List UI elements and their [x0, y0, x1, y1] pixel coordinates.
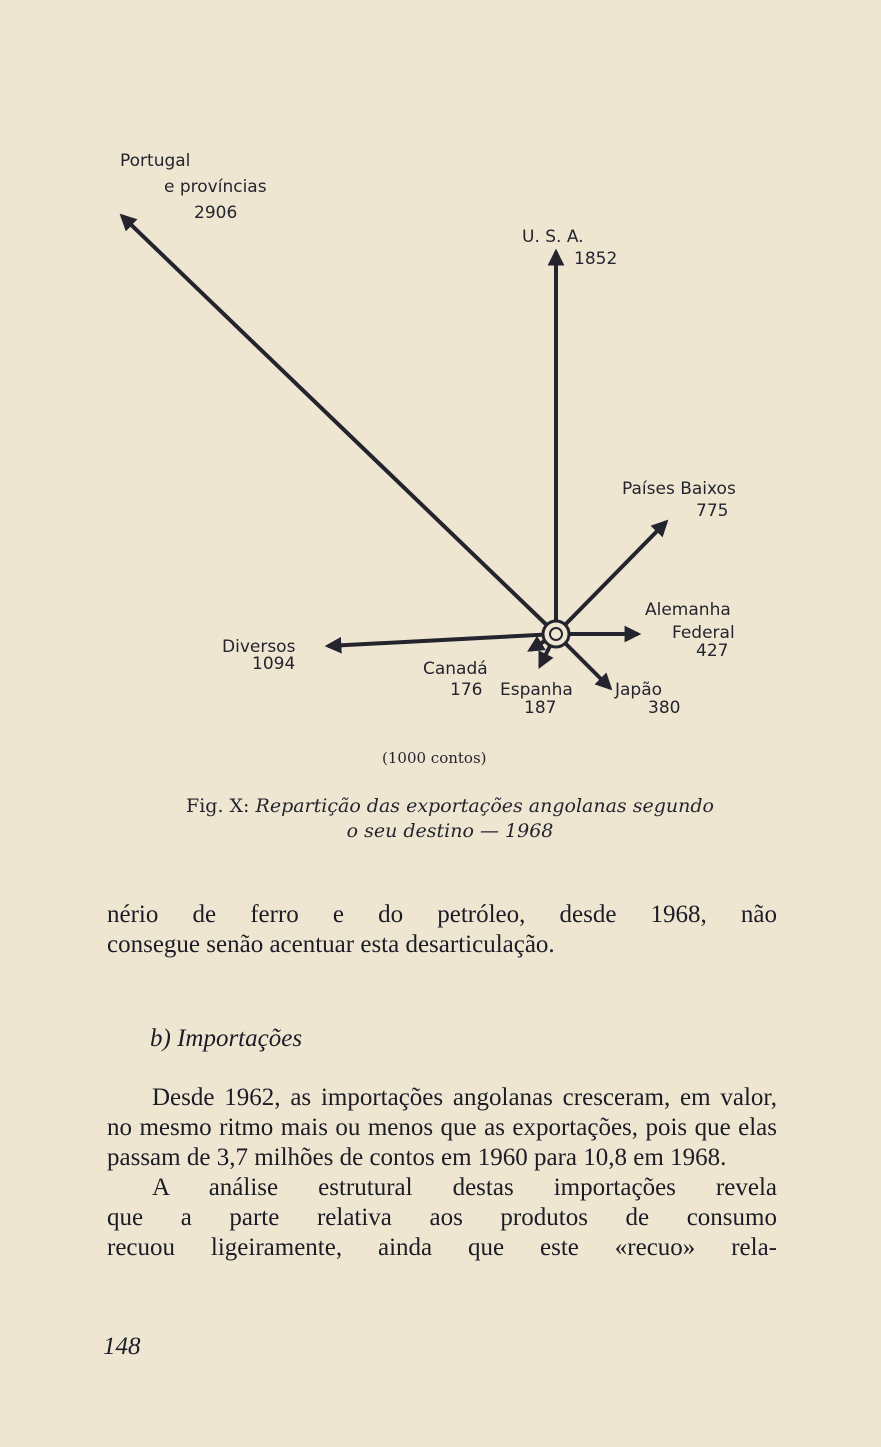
value-paises-baixos: 775	[696, 501, 729, 521]
caption-dash: —	[473, 820, 506, 842]
section-heading: b) Importações	[150, 1025, 303, 1052]
label-japao: Japão	[615, 680, 663, 700]
value-portugal: 2906	[194, 203, 238, 223]
label-portugal-1: Portugal	[120, 151, 191, 171]
label-diversos: Diversos	[222, 637, 296, 657]
unit-label: (1000 contos)	[382, 749, 487, 767]
origin-circle	[543, 621, 569, 647]
label-portugal-2: e províncias	[164, 177, 267, 197]
para1-line1: nério de ferro e do petróleo, desde 1968, não	[107, 901, 777, 928]
value-japao: 380	[648, 698, 681, 718]
caption-title-line1: Repartição das exportações angolanas segundo	[255, 795, 714, 817]
value-canada: 176	[450, 680, 483, 700]
figure-caption	[110, 795, 790, 817]
label-canada: Canadá	[423, 659, 488, 679]
para3-line3: recuou ligeiramente, ainda que este «recuo» rela-	[107, 1234, 777, 1261]
label-alemanha-2: Federal	[672, 623, 735, 643]
caption-title-line2: o seu destino	[346, 820, 474, 842]
value-alemanha: 427	[696, 641, 729, 661]
caption-prefix: Fig. X:	[186, 795, 250, 817]
label-paises-baixos: Países Baixos	[622, 479, 736, 499]
value-usa: 1852	[574, 249, 618, 269]
para2-text: Desde 1962, as importações angolanas cresceram, em valor, no mesmo ritmo mais ou menos que as exportações, pois que elas passam de 3,7 milhões de contos em 1960 para 10,8 em 1968.	[107, 1084, 777, 1171]
caption-year: 1968	[505, 820, 554, 842]
page-number: 148	[103, 1333, 141, 1360]
label-espanha: Espanha	[500, 680, 573, 700]
label-alemanha-1: Alemanha	[645, 600, 731, 620]
para3-line2: que a parte relativa aos produtos de consumo	[107, 1204, 777, 1231]
arrow-diversos	[328, 634, 556, 646]
label-usa: U. S. A.	[522, 227, 584, 247]
para1-line2: consegue senão acentuar esta desarticulação.	[107, 931, 555, 958]
para3-line1: A análise estrutural destas importações revela	[152, 1174, 777, 1201]
paragraph-1	[107, 900, 777, 960]
value-diversos: 1094	[252, 654, 296, 674]
paragraph-2	[107, 1083, 777, 1263]
figure-caption-line2	[110, 820, 790, 842]
value-espanha: 187	[524, 698, 557, 718]
arrow-portugal	[122, 216, 556, 634]
